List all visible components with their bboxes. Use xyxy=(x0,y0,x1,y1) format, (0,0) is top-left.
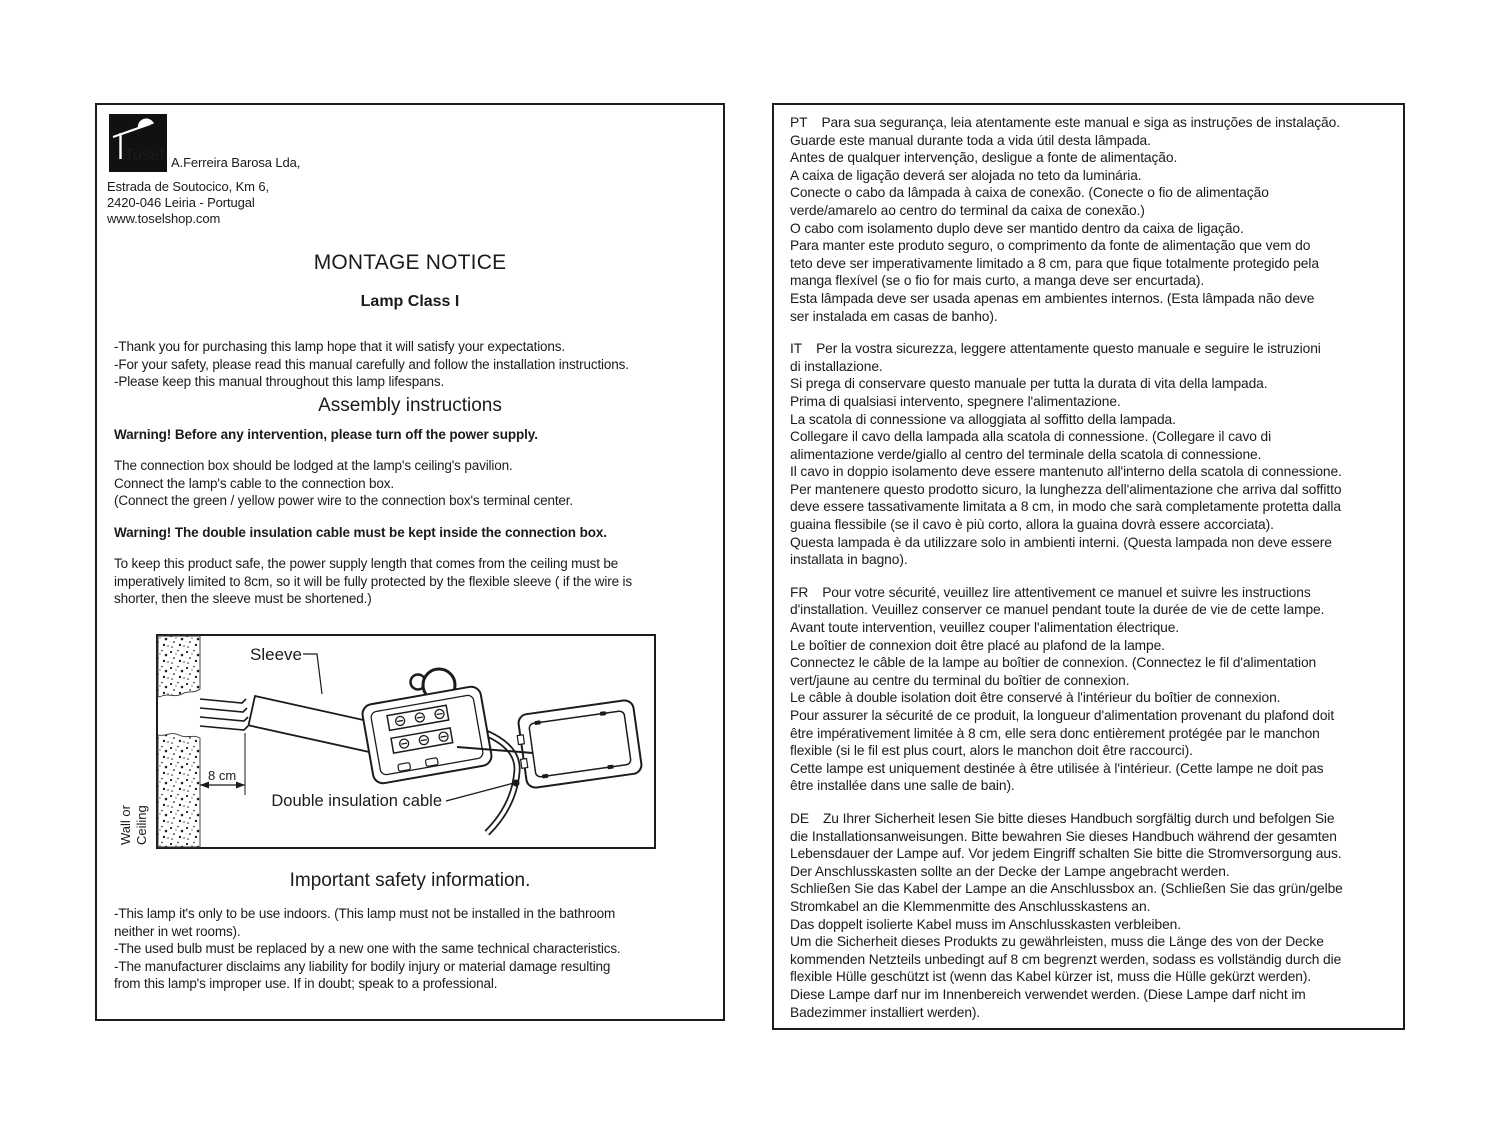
text-line: installata in bagno). xyxy=(790,552,908,568)
page-title: MONTAGE NOTICE xyxy=(313,251,507,274)
text-line: teto deve ser imperativamente limitado a 8 cm, para que fique totalmente protegido pela xyxy=(790,255,1319,271)
text-line: neither in wet rooms). xyxy=(114,923,241,939)
cover-lid xyxy=(514,699,642,789)
wall-hatch-top xyxy=(158,636,200,697)
text-line: A caixa de ligação deverá ser alojada no teto da luminária. xyxy=(790,167,1142,183)
text-line xyxy=(790,584,1387,602)
page-subtitle: Lamp Class I xyxy=(360,293,460,310)
text-line: Diese Lampe darf nur im Innenbereich verwendet werden. (Diese Lampe darf nicht im xyxy=(790,986,1306,1002)
language-code: IT xyxy=(790,341,803,357)
text-line: Connectez le câble de la lampe au boîtier de connexion. (Connectez le fil d'alimentation xyxy=(790,655,1317,671)
text-line: -This lamp it's only to be use indoors. (This lamp must not be installed in the bathroom xyxy=(114,906,616,921)
text-line: Per mantenere questo prodotto sicuro, la lunghezza dell'alimentazione che arriva dal soffitto xyxy=(790,481,1342,497)
text-line: -Please keep this manual throughout this lamp lifespans. xyxy=(114,374,445,389)
text-line: Questa lampada è da utilizzare solo in ambienti interni. (Questa lampada non deve essere xyxy=(790,534,1332,550)
text-line: deve essere tassativamente limitata a 8 cm, in modo che sarà completamente protetta dalla xyxy=(790,499,1341,515)
text-line: Il cavo in doppio isolamento deve essere mantenuto all'interno della scatola di connessione. xyxy=(790,464,1342,480)
text-line: Esta lâmpada deve ser usada apenas em ambientes internos. (Esta lâmpada não deve xyxy=(790,290,1315,306)
text-line: Connect the lamp's cable to the connection box. xyxy=(114,475,394,491)
installation-diagram xyxy=(105,633,665,850)
language-code: FR xyxy=(790,584,809,600)
text-line: ser instalada em casas de banho). xyxy=(790,308,998,324)
text-line: di installazione. xyxy=(790,358,883,374)
text-line: Pour assurer la sécurité de ce produit, la longueur d'alimentation provenant du plafond doit xyxy=(790,708,1335,723)
text-line: Prima di qualsiasi intervento, spegnere l'alimentazione. xyxy=(790,393,1121,409)
tosel-logo xyxy=(109,114,167,172)
company-name: A.Ferreira Barosa Lda, xyxy=(171,155,301,170)
tosel-logo-icon xyxy=(109,114,167,172)
cover-notch-top xyxy=(517,735,524,745)
text-line: shorter, then the sleeve must be shortened.) xyxy=(114,591,372,606)
text-line: from this lamp's improper use. If in doubt; speak to a professional. xyxy=(114,976,498,991)
text-line: flexible (si le fil est plus court, alors le manchon doit être raccourci). xyxy=(790,743,1193,759)
assembly-heading: Assembly instructions xyxy=(318,395,502,416)
connection-paragraph xyxy=(114,457,573,510)
text-line: Lebensdauer der Lampe auf. Vor jedem Eingriff schalten Sie bitte die Stromversorgung aus. xyxy=(790,846,1342,862)
text-line: -Thank you for purchasing this lamp hope that it will satisfy your expectations. xyxy=(114,339,565,354)
text-line: -For your safety, please read this manual carefully and follow the installation instructions. xyxy=(114,356,629,372)
sleeve-label: Sleeve xyxy=(250,645,302,664)
cover-notch-bottom xyxy=(521,759,528,769)
text-line: Stromkabel an die Klemmenmitte des Anschlusskastens an. xyxy=(790,898,1151,914)
text-line: Antes de qualquer intervenção, desligue a fonte de alimentação. xyxy=(790,150,1178,166)
text-line: Der Anschlusskasten sollte an der Decke der Lampe angebracht werden. xyxy=(790,863,1230,879)
lang-section-pt xyxy=(790,114,1387,325)
text-line-body: Pour votre sécurité, veuillez lire attentivement ce manuel et suivre les instructions xyxy=(822,584,1311,600)
text-line: 2420-046 Leiria - Portugal xyxy=(107,195,255,210)
english-instructions-panel xyxy=(95,103,725,1021)
logo-brand-text: Tosel xyxy=(124,145,164,164)
text-line: Guarde este manual durante toda a vida útil desta lâmpada. xyxy=(790,132,1151,148)
text-line: Das doppelt isolierte Kabel muss im Anschlusskasten verbleiben. xyxy=(790,916,1181,932)
translations-panel xyxy=(772,103,1405,1030)
text-line: www.toselshop.com xyxy=(107,211,221,226)
language-code: DE xyxy=(790,810,809,826)
lang-section-de xyxy=(790,810,1387,1021)
text-line: d'installation. Veuillez conserver ce manuel pendant toute la durée de vie de cette lampe. xyxy=(790,602,1325,618)
warning-power-supply: Warning! Before any intervention, please turn off the power supply. xyxy=(114,427,538,442)
text-line: To keep this product safe, the power supply length that comes from the ceiling must be xyxy=(114,556,619,571)
lang-section-fr xyxy=(790,584,1387,795)
wall-label-line1: Wall or xyxy=(118,805,133,845)
text-line: être installée dans une salle de bain). xyxy=(790,778,1015,794)
text-line-body: Zu Ihrer Sicherheit lesen Sie bitte dieses Handbuch sorgfältig durch und befolgen Sie xyxy=(822,810,1335,826)
text-line: Badezimmer installiert werden). xyxy=(790,1004,981,1020)
text-line: Collegare il cavo della lampada alla scatola di connessione. (Collegare il cavo di xyxy=(790,429,1272,445)
language-sections xyxy=(790,114,1387,1021)
text-line: alimentazione verde/giallo al centro del terminale della scatola di connessione. xyxy=(790,446,1262,462)
text-line: Para manter este produto seguro, o comprimento da fonte de alimentação que vem do xyxy=(790,238,1311,254)
text-line: La scatola di connessione va alloggiata al soffitto della lampada. xyxy=(790,411,1176,427)
wall-hatch-bottom xyxy=(158,734,200,847)
lang-section-it xyxy=(790,340,1387,569)
text-line xyxy=(790,340,1387,358)
text-line xyxy=(790,810,1387,828)
safety-paragraph xyxy=(114,905,621,993)
language-code: PT xyxy=(790,115,808,130)
warning-insulation-cable: Warning! The double insulation cable must be kept inside the connection box. xyxy=(114,525,607,540)
text-line: kommenden Netzteils unbedingt auf 8 cm begrenzt werden, sodass es vollständig durch die xyxy=(790,951,1342,967)
text-line: O cabo com isolamento duplo deve ser mantido dentro da caixa de ligação. xyxy=(790,220,1244,236)
text-line: flexible Hülle geschützt ist (wenn das Kabel kürzer ist, muss die Hülle gekürzt werden). xyxy=(790,969,1312,985)
text-line: Schließen Sie das Kabel der Lampe an die Anschlussbox an. (Schließen Sie das grün/gelbe xyxy=(790,881,1343,897)
text-line: vert/jaune au centre du terminal du boîtier de connexion. xyxy=(790,672,1130,688)
safety-heading: Important safety information. xyxy=(289,870,531,891)
text-line xyxy=(790,114,1387,132)
text-line: manga flexível (se o fio for mais curto, a manga deve ser encurtada). xyxy=(790,273,1205,289)
text-line: Le câble à double isolation doit être conservé à l'intérieur du boîtier de connexion. xyxy=(790,690,1281,706)
text-line: imperatively limited to 8cm, so it will be fully protected by the flexible sleeve ( if the wire is xyxy=(114,573,633,589)
text-line-body: Per la vostra sicurezza, leggere attentamente questo manuale e seguire le istruzioni xyxy=(816,341,1321,357)
text-line: Avant toute intervention, veuillez couper l'alimentation électrique. xyxy=(790,620,1180,636)
cable-label: Double insulation cable xyxy=(271,792,442,810)
text-line: Um die Sicherheit dieses Produkts zu gewährleisten, muss die Länge des von der Decke xyxy=(790,934,1324,950)
text-line: être impérativement limitée à 8 cm, elle sera donc entièrement protégée par le manchon xyxy=(790,725,1320,741)
company-address xyxy=(107,179,269,227)
text-line: Le boîtier de connexion doit être placé au plafond de la lampe. xyxy=(790,637,1165,653)
text-line: -The used bulb must be replaced by a new one with the same technical characteristics. xyxy=(114,941,621,956)
text-line: Conecte o cabo da lâmpada à caixa de conexão. (Conecte o fio de alimentação xyxy=(790,185,1269,201)
sleeve-paragraph xyxy=(114,555,632,608)
text-line: Cette lampe est uniquement destinée à être utilisée à l'intérieur. (Cette lampe ne doit pas xyxy=(790,760,1324,776)
intro-paragraph xyxy=(114,338,629,391)
text-line-body: Para sua segurança, leia atentamente este manual e siga as instruções de instalação. xyxy=(821,115,1340,130)
installation-diagram-drawing xyxy=(105,633,665,850)
text-line: guaina flessibile (se il cavo è più corto, allora la guaina dovrà essere accorciata). xyxy=(790,517,1274,533)
wall-label-line2: Ceiling xyxy=(134,805,149,845)
text-line: Si prega di conservare questo manuale per tutta la durata di vita della lampada. xyxy=(790,376,1268,392)
text-line: die Installationsanweisungen. Bitte bewahren Sie dieses Handbuch während der gesamten xyxy=(790,828,1337,844)
text-line: -The manufacturer disclaims any liability for bodily injury or material damage resulting xyxy=(114,958,611,974)
text-line: Estrada de Soutocico, Km 6, xyxy=(107,179,270,194)
text-line: verde/amarelo ao centro do terminal da caixa de conexão.) xyxy=(790,202,1145,218)
dimension-label: 8 cm xyxy=(208,768,237,783)
text-line: The connection box should be lodged at the lamp's ceiling's pavilion. xyxy=(114,458,513,473)
text-line: (Connect the green / yellow power wire to the connection box's terminal center. xyxy=(114,493,573,508)
